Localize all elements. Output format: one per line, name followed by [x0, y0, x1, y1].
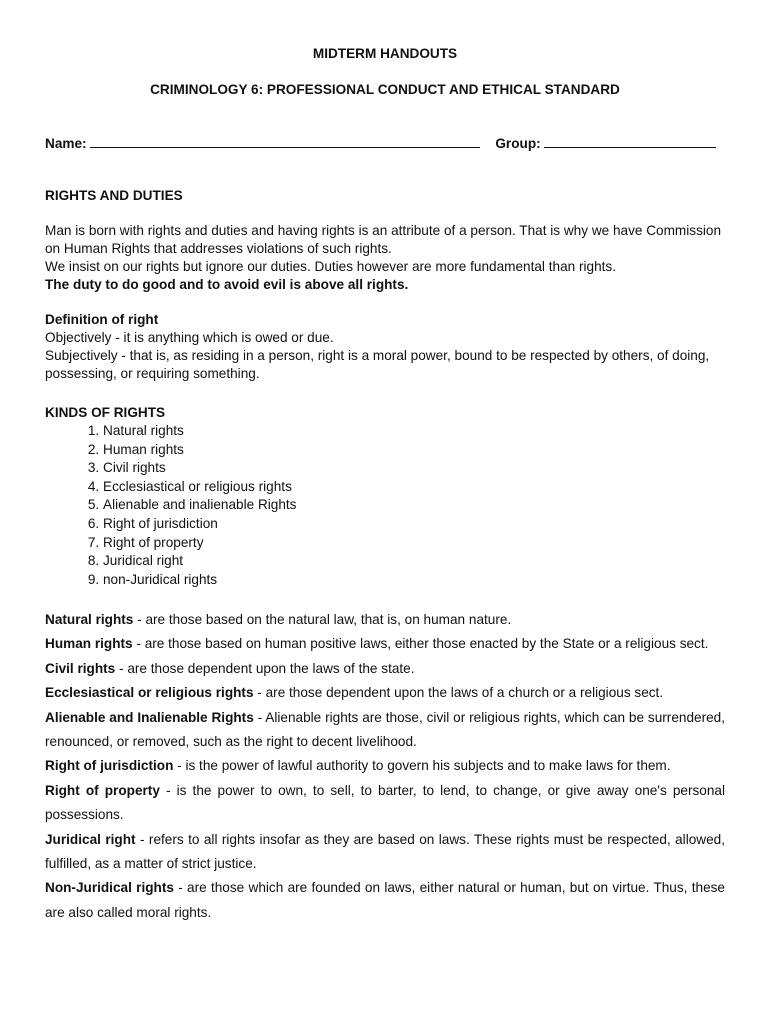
list-item: 7. Right of property: [103, 534, 725, 553]
list-item: 4. Ecclesiastical or religious rights: [103, 478, 725, 497]
definition-text: - Alienable rights are those, civil or religious rights, which can be surrendered, renounced, or removed, such as the right to decent livelihood.: [45, 709, 725, 750]
definition-text: - are those dependent upon the laws of a church or a religious sect.: [253, 685, 664, 701]
kinds-block: [45, 404, 725, 589]
list-item: 8. Juridical right: [103, 552, 725, 571]
list-item: 1. Natural rights: [103, 422, 725, 441]
kinds-heading: KINDS OF RIGHTS: [45, 405, 166, 420]
definition-entry: [45, 876, 725, 925]
list-item: 6. Right of jurisdiction: [103, 515, 725, 534]
definition-entry: [45, 681, 725, 705]
rights-duties-para1-line1: Man is born with rights and duties and having rights is an attribute of a person. That is why we have Commission: [45, 223, 722, 238]
definition-term: Right of property: [45, 782, 160, 798]
list-item: 9. non-Juridical rights: [103, 571, 725, 590]
definition-entry: [45, 779, 725, 828]
definition-text: - are those based on human positive laws, either those enacted by the State or a religious sect.: [132, 636, 709, 652]
name-blank-line[interactable]: [90, 135, 480, 148]
definition-term: Civil rights: [45, 660, 116, 676]
definition-block: [45, 311, 725, 383]
document-subtitle: CRIMINOLOGY 6: PROFESSIONAL CONDUCT AND ETHICAL STANDARD: [150, 82, 620, 97]
definition-subjective-line1: Subjectively - that is, as residing in a person, right is a moral power, bound to be respected by others, of doing,: [45, 348, 710, 363]
definition-term: Juridical right: [45, 831, 136, 847]
rights-duties-body: [45, 222, 725, 294]
definition-text: - is the power to own, to sell, to barter, to lend, to change, or give away one's personal possessions.: [45, 782, 725, 823]
definition-text: - are those which are founded on laws, either natural or human, but on virtue. Thus, these are also called moral rights.: [45, 880, 725, 920]
definition-objective: Objectively - it is anything which is owed or due.: [45, 330, 334, 345]
definition-text: - is the power of lawful authority to govern his subjects and to make laws for them.: [173, 758, 671, 774]
list-item: 3. Civil rights: [103, 459, 725, 478]
definition-entry: [45, 632, 725, 656]
definition-heading: Definition of right: [45, 312, 159, 327]
name-label: Name:: [45, 136, 87, 151]
list-item: 5. Alienable and inalienable Rights: [103, 496, 725, 515]
rights-duties-para3: The duty to do good and to avoid evil is above all rights.: [45, 277, 409, 292]
rights-duties-heading: RIGHTS AND DUTIES: [45, 188, 183, 203]
definition-text: - are those dependent upon the laws of the state.: [115, 660, 415, 676]
rights-duties-heading-block: [45, 187, 725, 205]
definition-subjective-line2: possessing, or requiring something.: [45, 366, 260, 381]
definition-term: Ecclesiastical or religious rights: [45, 685, 254, 701]
group-blank-line[interactable]: [544, 135, 716, 148]
definition-entry: [45, 828, 725, 877]
rights-duties-para2: We insist on our rights but ignore our duties. Duties however are more fundamental than rights.: [45, 259, 616, 274]
definition-entry: [45, 754, 725, 778]
list-item: 2. Human rights: [103, 441, 725, 460]
definition-term: Non-Juridical rights: [45, 880, 174, 896]
definition-term: Human rights: [45, 636, 133, 652]
rights-duties-para1-line2: on Human Rights that addresses violations of such rights.: [45, 241, 392, 256]
definitions-list: [45, 608, 725, 925]
name-group-row: [45, 135, 725, 151]
document-title: MIDTERM HANDOUTS: [312, 46, 458, 61]
definition-entry: [45, 706, 725, 755]
kinds-list: [45, 422, 725, 589]
definition-entry: [45, 657, 725, 681]
definition-term: Right of jurisdiction: [45, 758, 174, 774]
definition-term: Natural rights: [45, 612, 134, 627]
definition-entry: [45, 608, 725, 632]
group-label: Group:: [495, 136, 541, 151]
definition-text: - are those based on the natural law, that is, on human nature.: [133, 612, 512, 627]
definition-term: Alienable and Inalienable Rights: [45, 709, 254, 725]
definition-text: - refers to all rights insofar as they are based on laws. These rights must be respected, allowed, fulfilled, as a matter of strict justice.: [45, 831, 725, 872]
